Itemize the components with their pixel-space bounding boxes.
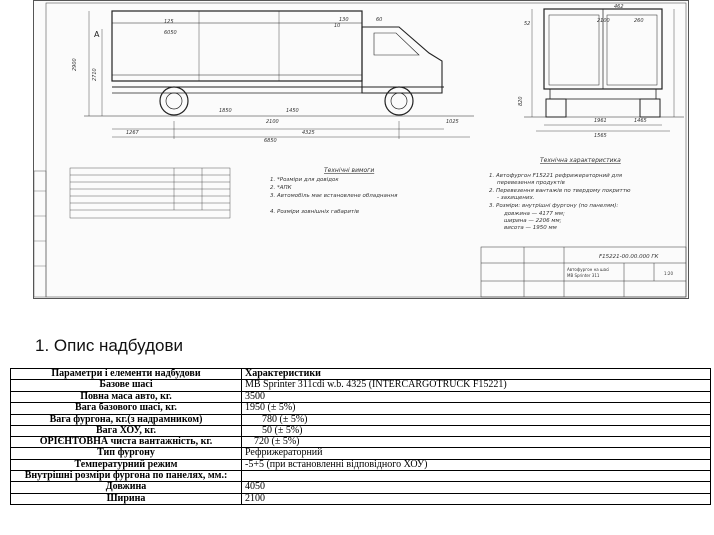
table-row (11, 403, 711, 414)
table-row (11, 482, 711, 493)
row-value: 720 (± 5%) (242, 437, 711, 448)
row-param: Вага базового шасі, кг. (11, 403, 242, 414)
spec-line-3: - захищених. (497, 195, 535, 201)
dim-rear-2: 2100 (597, 18, 610, 24)
table-row (11, 380, 711, 391)
row-param: Базове шасі (11, 380, 242, 391)
dim-rear-6: 1465 (634, 118, 647, 124)
spec-line-1: перевезення продуктів (497, 180, 565, 186)
row-param: Вага ХОУ, кг. (11, 426, 242, 437)
row-param: Ширина (11, 493, 242, 504)
dim-rear-3: 260 (634, 18, 644, 24)
dim-side-3: 60 (376, 17, 383, 23)
note-4: 4. Розміри зовнішніх габаритів (270, 209, 359, 215)
table-row (11, 426, 711, 437)
row-param: Довжина (11, 482, 242, 493)
header-value: Характеристики (242, 369, 711, 380)
dim-side-11: 6850 (264, 138, 277, 144)
note-1: 1. *Розміри для довідок (270, 177, 339, 183)
technical-drawing (33, 0, 689, 299)
spec-line-2: 2. Перевезення вантажів по твердому покриттю (489, 188, 631, 194)
row-value: 780 (± 5%) (242, 414, 711, 425)
table-row (11, 448, 711, 459)
row-param: Температурний режим (11, 459, 242, 470)
row-param: ОРІЄНТОВНА чиста вантажність, кг. (11, 437, 242, 448)
title-block-code: F15221-00.00.000 ГК (599, 254, 659, 260)
title-block-label: Автофургон на шасі (567, 267, 610, 272)
dim-side-1: 130 (339, 17, 349, 23)
title-block-scale: 1:20 (664, 271, 673, 276)
table-row (11, 437, 711, 448)
table-row (11, 493, 711, 504)
section-mark-a: A (94, 30, 100, 39)
dim-side-10: 1025 (446, 119, 459, 125)
row-param: Внутрішні розміри фургона по панелях, мм.: (11, 471, 242, 482)
note-2: 2. *АПК (270, 185, 292, 191)
table-header-row (11, 369, 711, 380)
table-row (11, 414, 711, 425)
dim-side-5: 1267 (126, 130, 139, 136)
row-value: Рефрижераторний (242, 448, 711, 459)
dim-side-9: 4325 (302, 130, 315, 136)
spec-line-6: ширина — 2206 мм; (504, 218, 562, 224)
row-value: MB Sprinter 311cdi w.b. 4325 (INTERCARGOTRUCK F15221) (242, 380, 711, 391)
spec-title: Технічна характеристика (540, 157, 621, 164)
row-value (242, 471, 711, 482)
notes-title: Технічні вимоги (324, 167, 375, 174)
table-row (11, 471, 711, 482)
table-row (11, 459, 711, 470)
mini-table (70, 168, 230, 218)
spec-line-5: довжина — 4177 мм; (504, 211, 565, 217)
spec-table (10, 368, 711, 505)
row-value: 3500 (242, 391, 711, 402)
rear-view-truck (524, 9, 684, 131)
row-value: 50 (± 5%) (242, 426, 711, 437)
dim-side-7: 2100 (266, 119, 279, 125)
dim-side-8: 1450 (286, 108, 299, 114)
section-heading: 1. Опис надбудови (35, 336, 184, 355)
drawing-svg (34, 1, 690, 300)
row-value: 1950 (± 5%) (242, 403, 711, 414)
dim-side-0: 6050 (164, 30, 177, 36)
dim-side-2: 2900 (72, 58, 78, 71)
row-param: Тип фургону (11, 448, 242, 459)
dim-rear-5: 1961 (594, 118, 607, 124)
dim-side-6: 1850 (219, 108, 232, 114)
dim-rear-7: 1565 (594, 133, 607, 139)
spec-line-0: 1. Автофургон F15221 рефрижераторний для (489, 173, 623, 179)
dim-rear-0: 462 (614, 4, 624, 10)
note-3: 3. Автомобіль має встановлене обладнання (270, 193, 398, 199)
table-row (11, 391, 711, 402)
row-value: -5+5 (при встановленні відповідного ХОУ) (242, 459, 711, 470)
dim-side-12: 125 (164, 19, 174, 25)
dim-side-4: 2710 (92, 68, 98, 81)
dim-rear-1: 52 (524, 21, 531, 27)
row-param: Повна маса авто, кг. (11, 391, 242, 402)
side-view-truck (84, 11, 474, 139)
row-param: Вага фургона, кг.(з надрамником) (11, 414, 242, 425)
dim-side-13: 10 (334, 23, 341, 29)
title-block-sub: MB Sprinter 311 (567, 273, 600, 278)
spec-line-7: висота — 1950 мм (504, 225, 557, 231)
header-param: Параметри і елементи надбудови (11, 369, 242, 380)
row-value: 4050 (242, 482, 711, 493)
dim-rear-4: 820 (518, 96, 524, 106)
spec-line-4: 3. Розміри: внутрішні фургону (по панелям): (489, 203, 619, 209)
row-value: 2100 (242, 493, 711, 504)
